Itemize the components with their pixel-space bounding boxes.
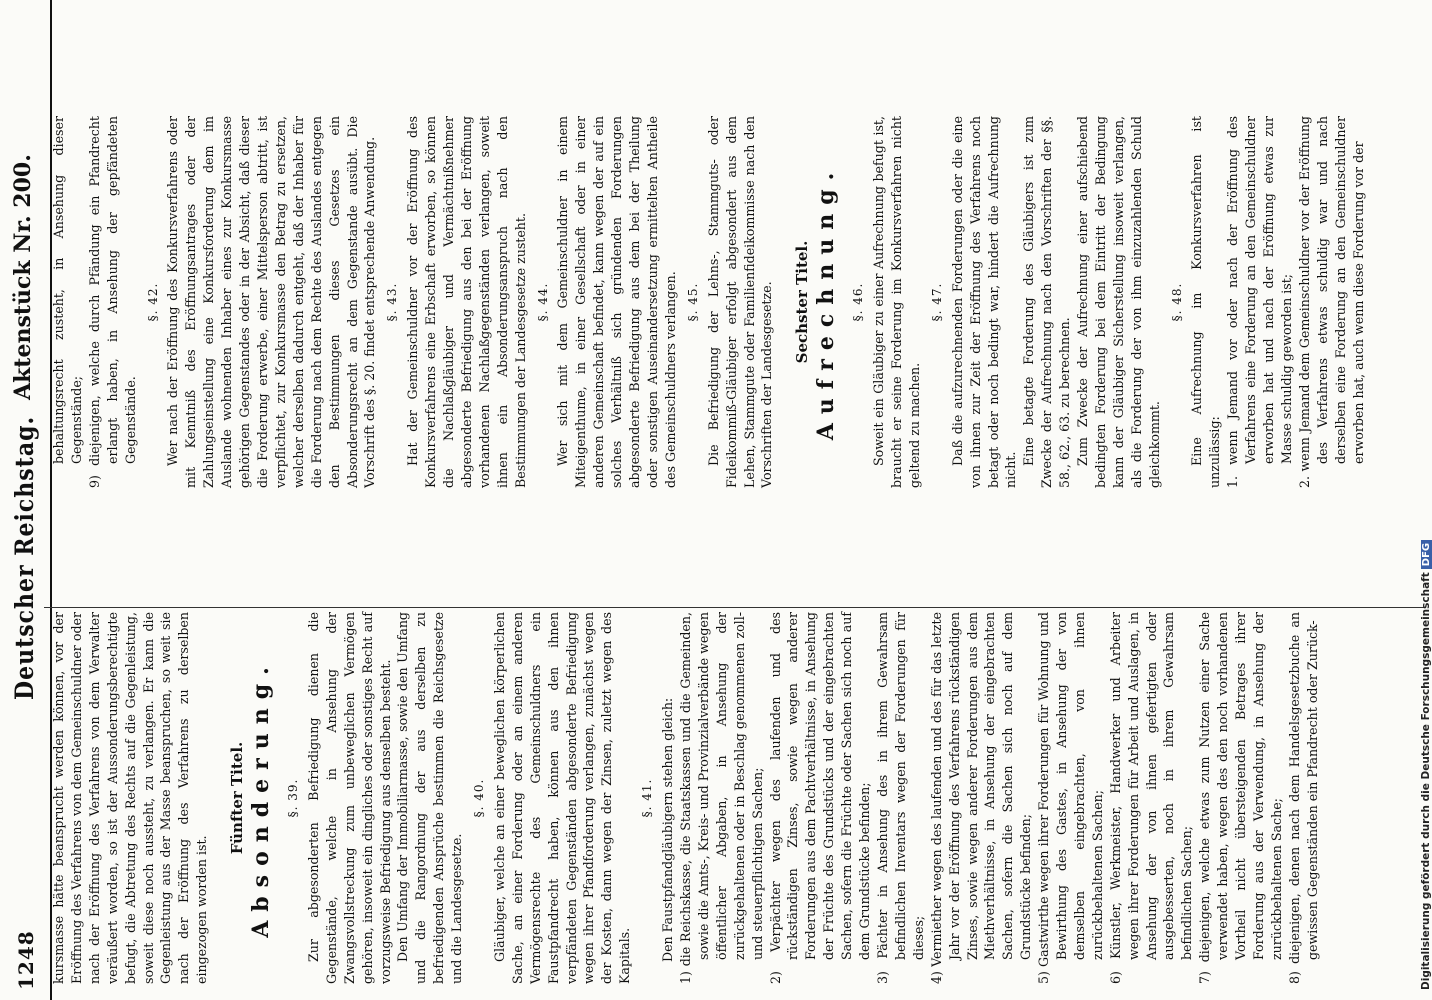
- paragraph-43: Hat der Gemeinschuldner vor der Eröffnung des Konkursverfahrens eine Erbschaft erworben, so können die Nachlaßgläubiger und Vermächtnißnehmer abgesonderte Befriedigung aus den bei der Eröffnung vorhandenen Nachlaßgegenständen verlangen, soweit ihnen ein Absonderungsanspruch nach den Bestimmungen der Landesgesetze zusteht.: [405, 116, 528, 488]
- list-item: 7) diejenigen, welche etwas zum Nutzen einer Sache verwendet haben, wegen des den noch vorhandenen Vortheil nicht übersteigenden Betrages ihrer Forderung aus der Verwendung, in Ansehung der zurückbehaltenen Sache;: [1197, 612, 1284, 984]
- paragraph-number-47: §. 47.: [929, 282, 944, 322]
- list-item: 6) Künstler, Werkmeister, Handwerker und Arbeiter wegen ihrer Forderungen für Arbeit und Auslagen, in Ansehung der von ihnen gefertigten oder ausgebesserten, noch in ihrem Gewahrsam befindlichen Sachen;: [1107, 612, 1195, 984]
- section-title-6: Sechster Titel.: [793, 240, 812, 364]
- list-item: 1) die Reichskasse, die Staatskassen und die Gemeinden, sowie die Amts-, Kreis- und Provinzialverbände wegen öffentlicher Abgaben, in Ansehung der zurückgehaltenen oder in Beschlag genommenen zoll- und steuerpflichtigen Sachen;: [678, 612, 765, 984]
- paragraph-47c: Zum Zwecke der Aufrechnung einer aufschiebend bedingten Forderung bei dem Eintritt der Bedingung kann der Gläubiger Sicherstellung insoweit verlangen, als die Forderung der von ihm einzuzahlenden Schuld gleichkommt.: [1075, 116, 1162, 488]
- paragraph-number-45: §. 45.: [685, 282, 700, 322]
- paragraph-number-39: §. 39.: [285, 778, 300, 818]
- paragraph-48-intro: Eine Aufrechnung im Konkursverfahren ist unzulässig:: [1189, 116, 1223, 488]
- list-item: 8) diejenigen, denen nach dem Handelsgesetzbuche an gewissen Gegenständen ein Pfandrecht oder Zurück-: [1286, 612, 1320, 984]
- paragraph-40: Gläubiger, welche an einer beweglichen körperlichen Sache, an einer Forderung oder an einem anderen Vermögensrechte des Gemeinschuldners ein Faustpfandrecht haben, können aus den ihnen verpfändeten Gegenständen abgesonderte Befriedigung wegen ihrer Pfandforderung verlangen, zunächst wegen der Kosten, dann wegen der Zinsen, zuletzt wegen des Kapitals.: [491, 612, 633, 984]
- header-left-title: Deutscher Reichstag.: [10, 415, 40, 700]
- right-column: [50, 116, 1368, 488]
- paragraph-39b: Den Umfang der Immobiliarmasse, sowie den Umfang und die Rangordnung der aus derselben zu befriedigenden Ansprüche bestimmen die Reichsgesetze und die Landesgesetze.: [395, 612, 465, 984]
- section-title-5: Fünfter Titel.: [228, 741, 247, 855]
- paragraph-number-43: §. 43.: [385, 282, 400, 322]
- paragraph-47b: Eine betagte Forderung des Gläubigers ist zum Zwecke der Aufrechnung nach den Vorschriften der §§. 58., 62., 63. zu berechnen.: [1021, 116, 1073, 488]
- list-item: 5) Gastwirthe wegen ihrer Forderungen für Wohnung und Bewirthung des Gastes, in Ansehung der von demselben eingebrachten, von ihnen zurückbehaltenen Sachen;: [1036, 612, 1105, 984]
- section-heading-absonderung: Absonderung.: [248, 658, 275, 938]
- paragraph-number-42: §. 42.: [145, 282, 160, 322]
- list-item: 9) diejenigen, welche durch Pfändung ein Pfandrecht erlangt haben, in Ansehung der gepfändeten Gegenstände.: [86, 116, 138, 488]
- paragraph-number-48: §. 48.: [1169, 282, 1184, 322]
- digitization-credit: [1404, 0, 1432, 1000]
- paragraph-47a: Daß die aufzurechnenden Forderungen oder die eine von ihnen zur Zeit der Eröffnung des Verfahrens noch betagt oder noch bedingt war, hindert die Aufrechnung nicht.: [949, 116, 1019, 488]
- left-column: [50, 612, 1322, 984]
- paragraph-number-44: §. 44.: [535, 282, 550, 322]
- paragraph-number-41: §. 41.: [640, 778, 655, 818]
- page-header: [8, 0, 42, 1000]
- paragraph-42: Wer nach der Eröffnung des Konkursverfahrens oder mit Kenntniß des Eröffnungsantrages oder der Zahlungseinstellung eine Konkursforderung dem im Auslande wohnenden Inhaber eines zur Konkursmasse gehörigen Gegenstandes oder in der Absicht, daß dieser die Forderung erwerbe, einer Mittelsperson abtritt, ist verpflichtet, zur Konkursmasse den Betrag zu ersetzen, welcher derselben dadurch entgeht, daß der Inhaber für die Forderung nach dem Rechte des Auslandes entgegen den Bestimmungen dieses Gesetzes ein Absonderungsrecht an dem Gegenstande ausübt. Die Vorschrift des §. 20. findet entsprechende Anwendung.: [165, 116, 378, 488]
- list-item: 3) Pächter in Ansehung des in ihrem Gewahrsam befindlichen Inventars wegen der Forderungen für dieses;: [874, 612, 926, 984]
- paragraph-continuation: kursmasse hätte beansprucht werden können, vor der Eröffnung des Verfahrens von dem Gemeinschuldner oder nach der Eröffnung des Verfahrens von dem Verwalter veräußert worden, so ist der Aussonderungsberechtigte befugt, die Abtretung des Rechts auf die Gegenleistung, soweit diese noch aussteht, zu verlangen. Er kann die Gegenleistung aus der Masse beanspruchen, so weit sie nach der Eröffnung des Verfahrens zu derselben eingezogen worden ist.: [51, 612, 210, 984]
- list-item: 2) Verpächter wegen des laufenden und des rückständigen Zinses, sowie wegen anderer Forderungen aus dem Pachtverhältnisse, in Ansehung der Früchte des Grundstücks und der eingebrachten Sachen, sofern die Früchte oder Sachen sich noch auf dem Grundstücke befinden;: [767, 612, 873, 984]
- paragraph-39a: Zur abgesonderten Befriedigung dienen die Gegenstände, welche in Ansehung der Zwangsvollstreckung zum unbeweglichen Vermögen gehören, insoweit ein dingliches oder sonstiges Recht auf vorzugsweise Befriedigung aus denselben besteht.: [305, 612, 393, 984]
- column-divider: [44, 607, 1424, 608]
- digitization-credit-text: Digitalisierung gefördert durch die Deutsche Forschungsgemeinschaft: [1420, 572, 1432, 990]
- paragraph-45: Die Befriedigung der Lehns-, Stammguts- oder Fideikommiß-Gläubiger erfolgt abgesondert aus dem Lehen, Stammgute oder Familienfideikommisse nach den Vorschriften der Landesgesetze.: [705, 116, 775, 488]
- section-heading-aufrechnung: Aufrechnung.: [813, 163, 840, 441]
- list-item: 2. wenn Jemand dem Gemeinschuldner vor der Eröffnung des Verfahrens etwas schuldig war und nach derselben eine Forderung an den Gemeinschuldner erworben hat, auch wenn diese Forderung vor der: [1296, 116, 1366, 488]
- dfg-logo: DFG: [1421, 540, 1432, 569]
- paragraph-46: Soweit ein Gläubiger zu einer Aufrechnung befugt ist, braucht er seine Forderung im Konkursverfahren nicht geltend zu machen.: [871, 116, 922, 488]
- list-item-continuation: behaltungsrecht zusteht, in Ansehung dieser Gegenstände;: [51, 116, 84, 464]
- page-number: 1248: [14, 930, 38, 990]
- list-item: 1. wenn Jemand vor oder nach der Eröffnung des Verfahrens eine Forderung an den Gemeinschuldner erworben hat und nach der Eröffnung etwas zur Masse schuldig geworden ist;: [1225, 116, 1294, 488]
- list-item: 4) Vermiether wegen des laufenden und des für das letzte Jahr vor der Eröffnung des Verfahrens rückständigen Zinses, sowie wegen anderer Forderungen aus dem Miethverhältnisse, in Ansehung der eingebrachten Sachen, sofern die Sachen sich noch auf dem Grundstücke befinden;: [928, 612, 1034, 984]
- header-right-title: Aktenstück Nr. 200.: [10, 154, 36, 400]
- paragraph-number-40: §. 40.: [472, 778, 487, 818]
- paragraph-number-46: §. 46.: [851, 282, 866, 322]
- paragraph-44: Wer sich mit dem Gemeinschuldner in einem Miteigenthume, in einer Gesellschaft oder in einer anderen Gemeinschaft befindet, kann wegen der auf ein solches Verhältniß sich gründenden Forderungen abgesonderte Befriedigung aus dem bei der Theilung oder sonstigen Auseinandersetzung ermittelten Antheile des Gemeinschuldners verlangen.: [555, 116, 678, 488]
- paragraph-41-intro: Den Faustpfandgläubigern stehen gleich:: [660, 697, 676, 962]
